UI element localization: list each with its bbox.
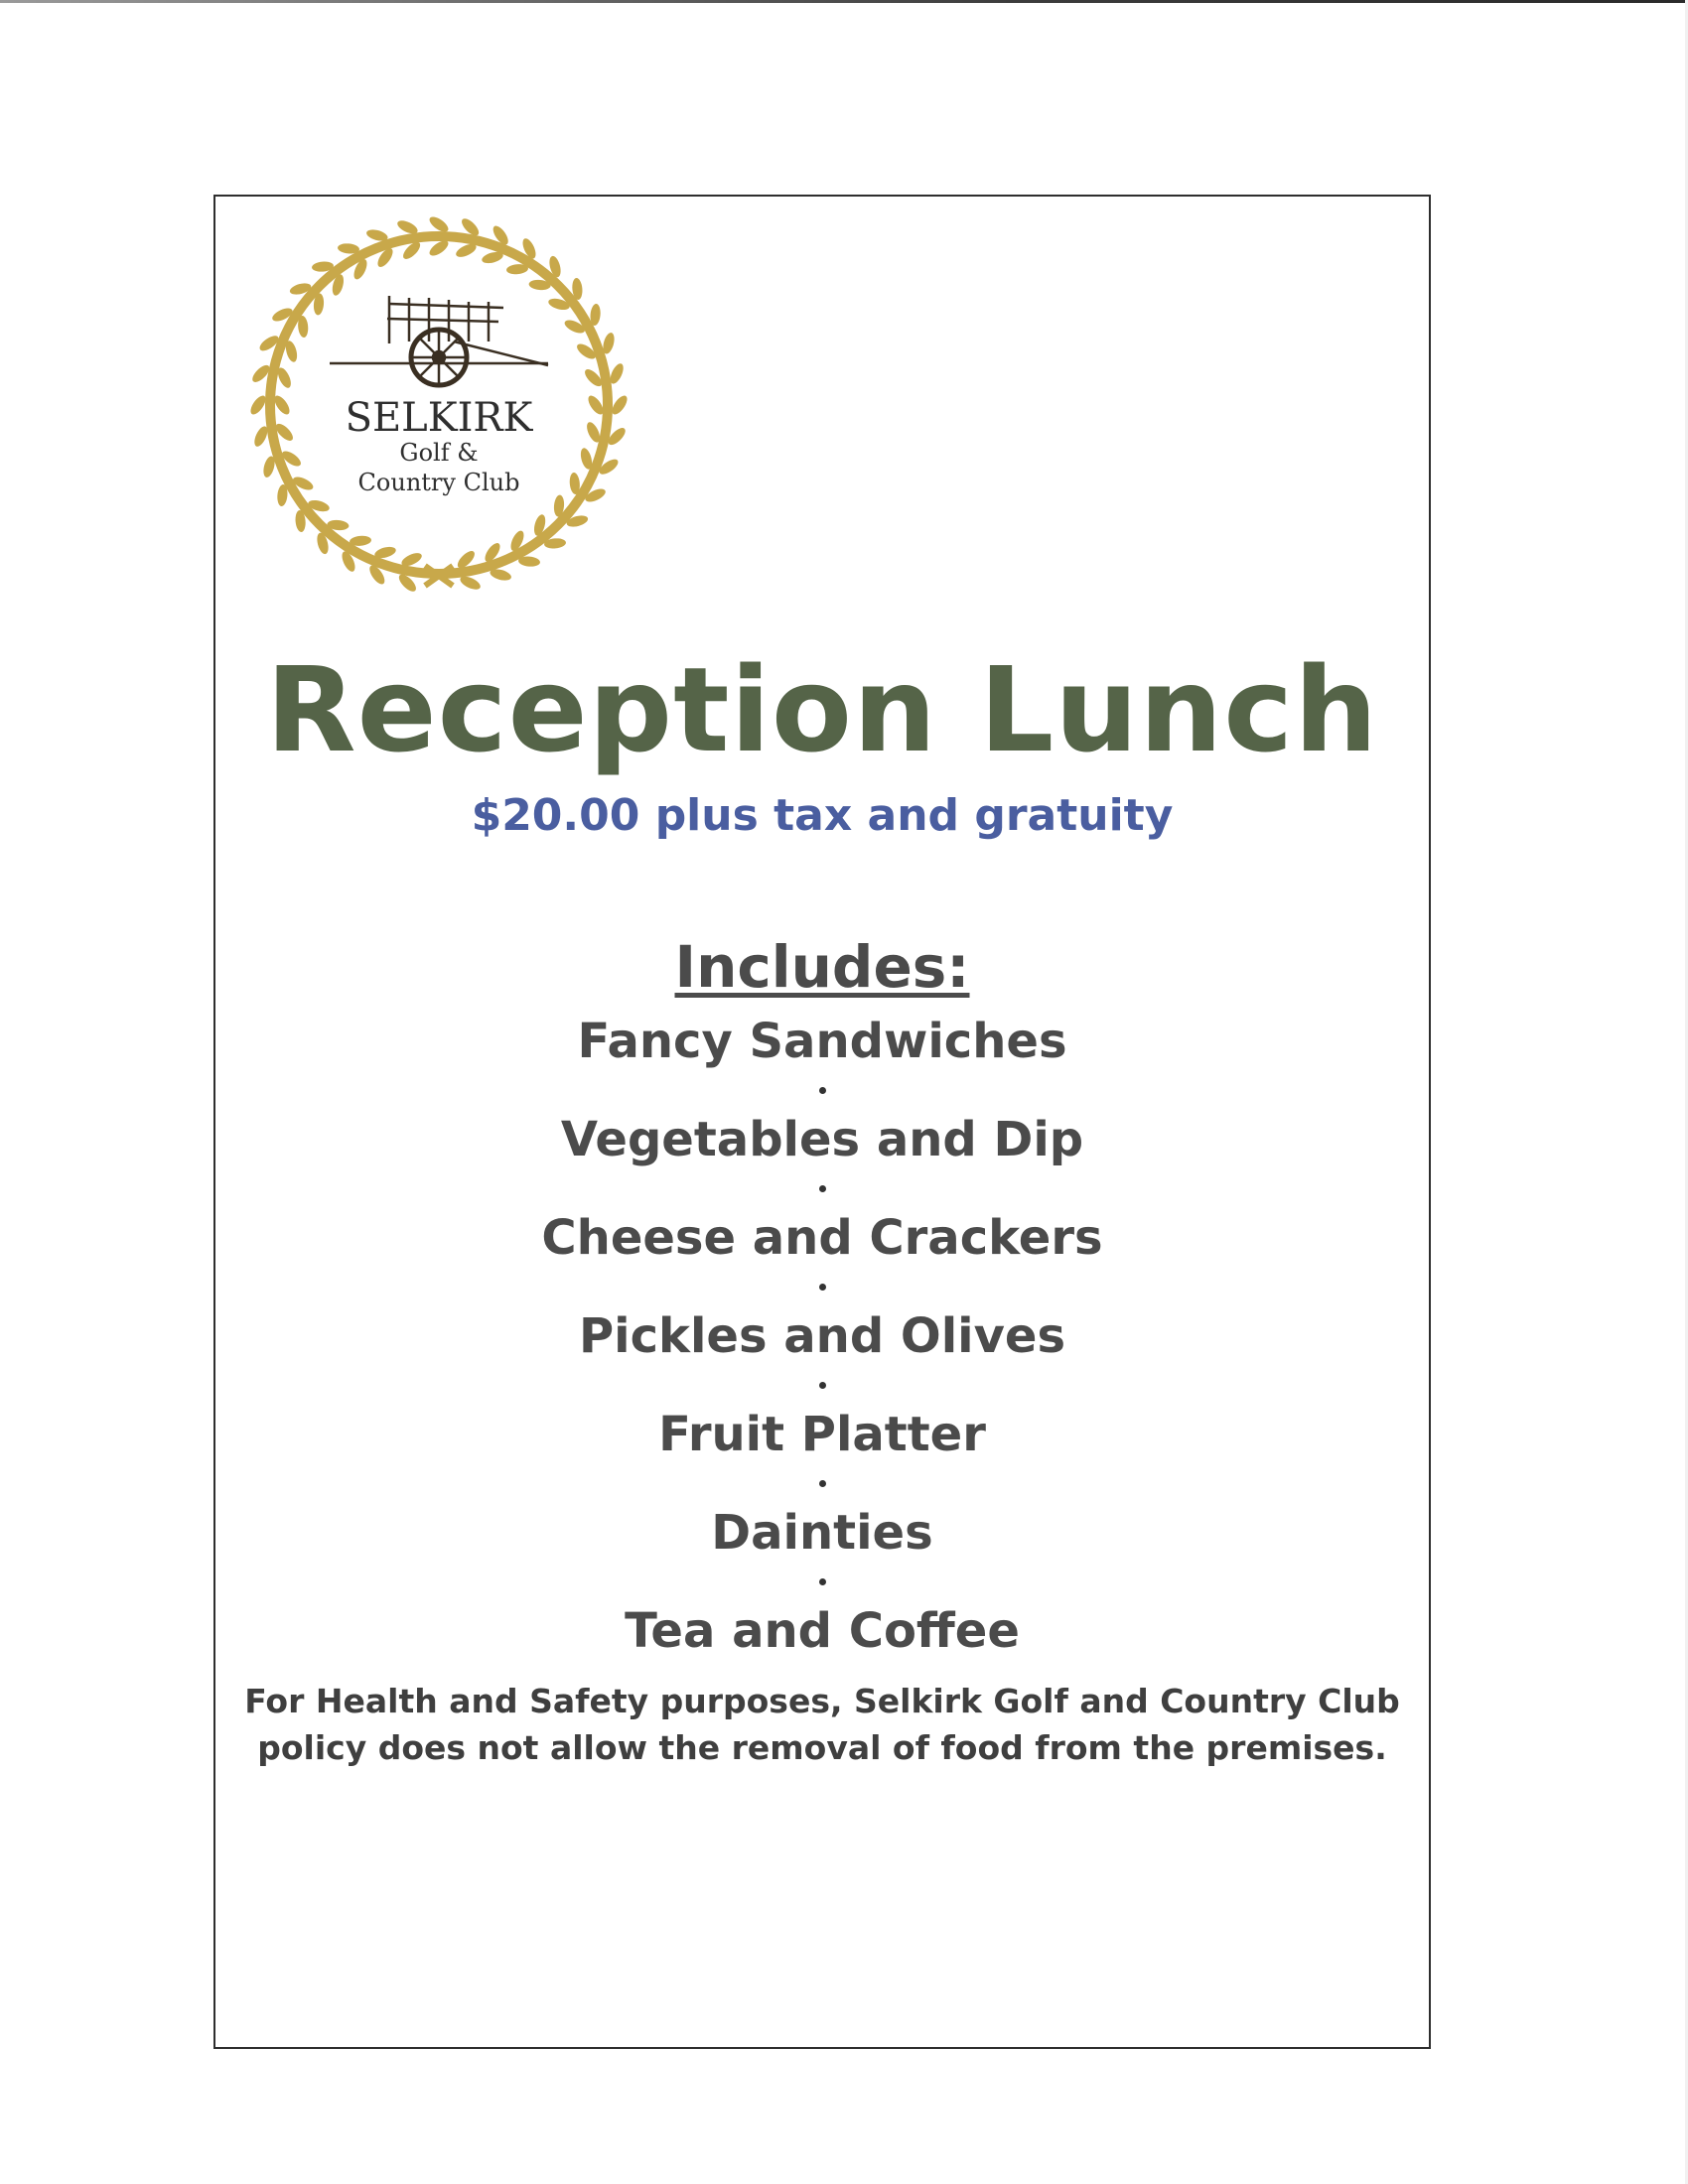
bullet-separator [213, 1374, 1431, 1398]
logo-name-golf: Golf & [399, 439, 479, 467]
policy-line-1: For Health and Safety purposes, Selkirk Golf and Country Club [244, 1682, 1400, 1720]
bullet-separator [213, 1472, 1431, 1496]
price-line: $20.00 plus tax and gratuity [471, 790, 1174, 841]
menu-item: Dainties [711, 1505, 933, 1561]
menu-item: Vegetables and Dip [560, 1112, 1084, 1167]
bullet-separator [213, 1079, 1431, 1103]
page-title: Reception Lunch [265, 641, 1379, 778]
cart-wheel-icon [330, 296, 548, 385]
menu-items-list [213, 1005, 1431, 1669]
scan-top-edge [0, 0, 1688, 3]
bullet-separator [213, 1276, 1431, 1299]
logo-name-selkirk: SELKIRK [345, 395, 533, 441]
menu-item: Tea and Coffee [625, 1603, 1020, 1659]
menu-item: Fancy Sandwiches [577, 1014, 1067, 1069]
logo-name-country-club: Country Club [357, 469, 520, 496]
menu-item: Pickles and Olives [578, 1308, 1066, 1364]
policy-line-2: policy does not allow the removal of food from the premises. [257, 1728, 1387, 1767]
menu-item: Cheese and Crackers [541, 1210, 1103, 1266]
bullet-separator [213, 1570, 1431, 1594]
menu-item: Fruit Platter [658, 1407, 986, 1462]
includes-heading: Includes: [674, 933, 970, 1001]
selkirk-club-logo [250, 216, 628, 594]
policy-notice [213, 1678, 1431, 1771]
bullet-separator [213, 1177, 1431, 1201]
